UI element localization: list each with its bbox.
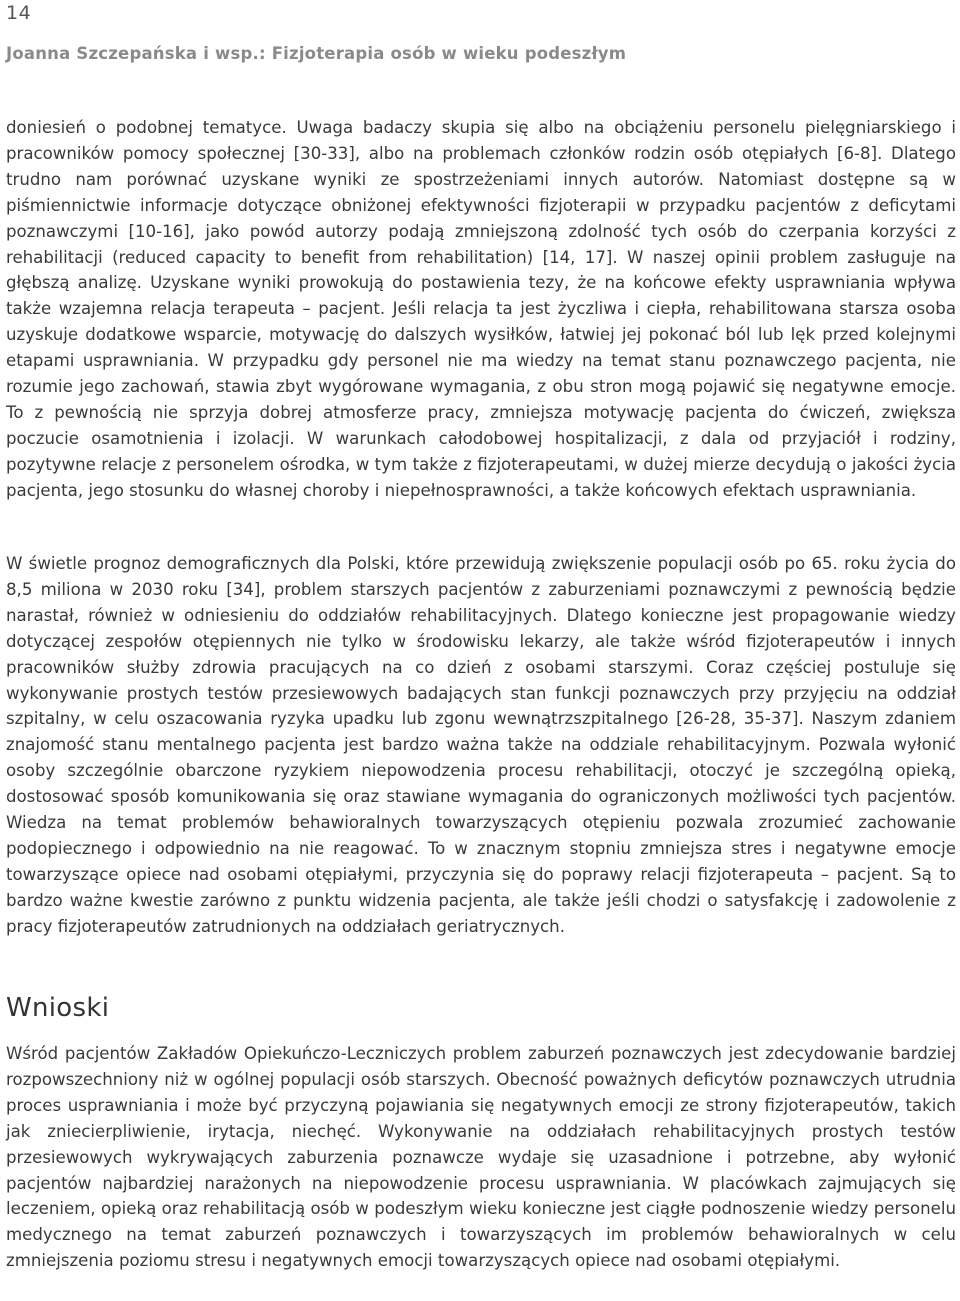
section-heading: Wnioski xyxy=(6,993,110,1023)
body-paragraph: Wśród pacjentów Zakładów Opiekuńczo-Leczniczych problem zaburzeń poznawczych jest zdecydowanie bardziej rozpowszechniony niż w ogólnej populacji osób starszych. Obecność poważnych deficytów poznawczych utrudnia proces usprawniania i może być przyczyną pojawiania się negatywnych emocji ze strony fizjoterapeutów, takich jak zniecierpliwienie, irytacja, niechęć. Wykonywanie na oddziałach rehabilitacyjnych prostych testów przesiewowych wykrywających zaburzenia poznawcze wydaje się uzasadnione i potrzebne, aby wyłonić pacjentów najbardziej narażonych na niepowodzenie procesu usprawniania. W placówkach zajmujących się leczeniem, opieką oraz rehabilitacją osób w podeszłym wieku konieczne jest ciągłe podnoszenie wiedzy personelu medycznego na temat zaburzeń poznawczych i towarzyszących im problemów behawioralnych w celu zmniejszenia poziomu stresu i negatywnych emocji towarzyszących opiece nad osobami otępiałymi. xyxy=(6,1044,956,1271)
body-paragraph: doniesień o podobnej tematyce. Uwaga badaczy skupia się albo na obciążeniu personelu pielęgniarskiego i pracowników pomocy społecznej [30-33], albo na problemach członków rodzin osób otępiałych [6-8]. Dlatego trudno nam porównać uzyskane wyniki ze spostrzeżeniami innych autorów. Natomiast dostępne są w piśmiennictwie informacje dotyczące obniżonej efektywności fizjoterapii w przypadku pacjentów z deficytami poznawczymi [10-16], jako powód autorzy podają zmniejszoną zdolność tych osób do czerpania korzyści z rehabilitacji (reduced capacity to benefit from rehabilitation) [14, 17]. W naszej opinii problem zasługuje na głębszą analizę. Uzyskane wyniki prowokują do postawienia tezy, że na końcowe efekty usprawniania wpływa także wzajemna relacja terapeuta – pacjent. Jeśli relacja ta jest życzliwa i ciepła, rehabilitowana starsza osoba uzyskuje dodatkowe wsparcie, motywację do dalszych wysiłków, łatwiej jej pokonać ból lub lęk przed kolejnymi etapami usprawniania. W przypadku gdy personel nie ma wiedzy na temat stanu poznawczego pacjenta, nie rozumie jego zachowań, stawia zbyt wygórowane wymagania, z obu stron mogą pojawić się negatywne emocje. To z pewnością nie sprzyja dobrej atmosferze pracy, zmniejsza motywację pacjenta do ćwiczeń, zwiększa poczucie osamotnienia i izolacji. W warunkach całodobowej hospitalizacji, z dala od przyjaciół i rodziny, pozytywne relacje z personelem ośrodka, w tym także z fizjoterapeutami, w dużej mierze decydują o jakości życia pacjenta, jego stosunku do własnej choroby i niepełnosprawności, a także końcowych efektach usprawniania. xyxy=(6,118,956,500)
body-paragraph: W świetle prognoz demograficznych dla Polski, które przewidują zwiększenie populacji osób po 65. roku życia do 8,5 miliona w 2030 roku [34], problem starszych pacjentów z zaburzeniami poznawczymi z pewnością będzie narastał, również w odniesieniu do oddziałów rehabilitacyjnych. Dlatego konieczne jest propagowanie wiedzy dotyczącej zespołów otępiennych nie tylko w środowisku lekarzy, ale także wśród fizjoterapeutów i innych pracowników służby zdrowia pracujących na co dzień z osobami starszymi. Coraz częściej postuluje się wykonywanie prostych testów przesiewowych badających stan funkcji poznawczych przy przyjęciu na oddział szpitalny, w celu oszacowania ryzyka upadku lub zgonu wewnątrzszpitalnego [26-28, 35-37]. Naszym zdaniem znajomość stanu mentalnego pacjenta jest bardzo ważna także na oddziale rehabilitacyjnym. Pozwala wyłonić osoby szczególnie obarczone ryzykiem niepowodzenia procesu rehabilitacji, otoczyć je szczególną opieką, dostosować sposób komunikowania się oraz stawiane wymagania do ograniczonych możliwości tych pacjentów. Wiedza na temat problemów behawioralnych towarzyszących otępieniu pozwala zrozumieć zachowanie podopiecznego i odpowiednio na nie reagować. To w znacznym stopniu zmniejsza stres i negatywne emocje towarzyszące opiece nad osobami otępiałymi, przyczynia się do poprawy relacji fizjoterapeuta – pacjent. Są to bardzo ważne kwestie zarówno z punktu widzenia pacjenta, ale także jeśli chodzi o satysfakcję i zadowolenie z pracy fizjoterapeutów zatrudnionych na oddziałach geriatrycznych. xyxy=(6,554,956,936)
page-number: 14 xyxy=(6,2,32,24)
running-header: Joanna Szczepańska i wsp.: Fizjoterapia osób w wieku podeszłym xyxy=(6,44,627,63)
